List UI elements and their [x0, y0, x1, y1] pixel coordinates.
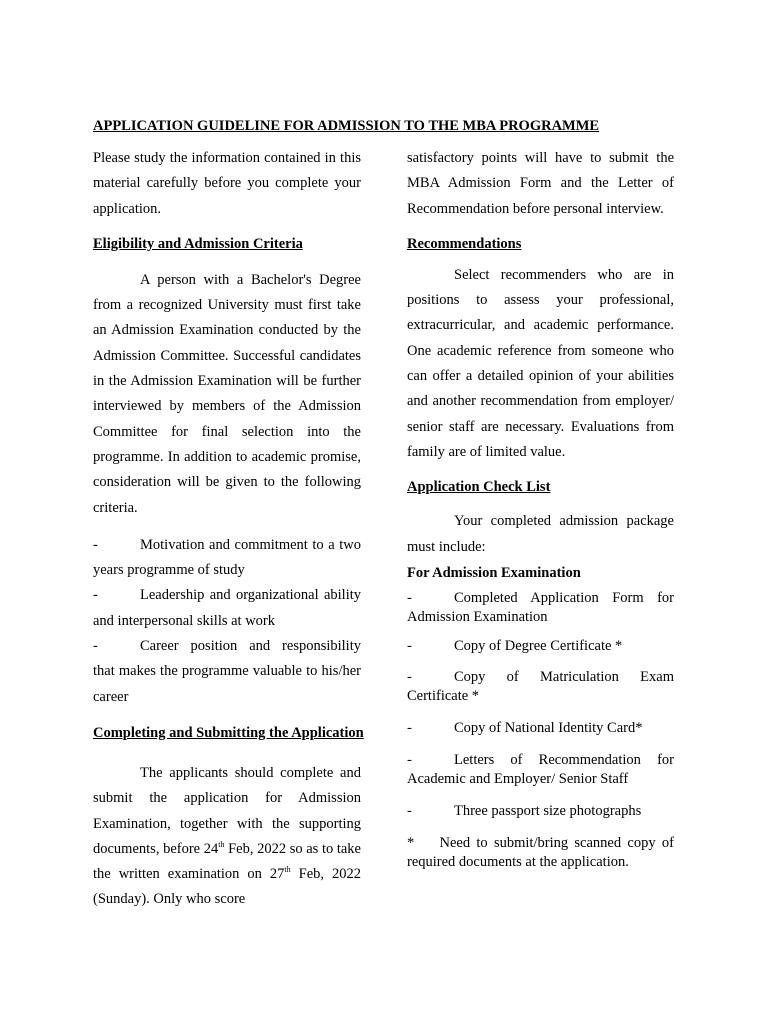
checklist-item: - Copy of Degree Certificate * [407, 637, 623, 654]
checklist-item: - Copy of Matriculation Exam Certificate * [407, 668, 674, 704]
checklist-heading: Application Check List [407, 479, 551, 496]
checklist-item: - Letters of Recommendation for Academic and Employer/ Senior Staff [407, 751, 674, 787]
criteria-item: - Leadership and organizational ability and interpersonal skills at work [93, 587, 361, 629]
intro-paragraph: Please study the information contained in this material carefully before you complete your application. [93, 150, 361, 217]
checklist-intro: Your completed admission package must include: [407, 513, 674, 555]
footnote: * Need to submit/bring scanned copy of required documents at the application. [407, 834, 678, 870]
submit-heading: Completing and Submitting the Application [93, 724, 364, 741]
criteria-list [93, 533, 361, 710]
recommendations-heading: Recommendations [407, 235, 522, 252]
eligibility-heading: Eligibility and Admission Criteria [93, 235, 303, 252]
continuation-paragraph: satisfactory points will have to submit the MBA Admission Form and the Letter of Recommendation before personal interview. [407, 150, 674, 217]
checklist-item: - Completed Application Form for Admission Examination [407, 589, 674, 625]
recommendations-paragraph: Select recommenders who are in positions to assess your professional, extracurricular, and academic performance. One academic reference from someone who can offer a detailed opinion of your abilities and another recommendation from employer/ senior staff are necessary. Evaluations from family are of limited value. [407, 266, 674, 460]
left-column [93, 146, 364, 913]
criteria-item: - Motivation and commitment to a two years programme of study [93, 536, 361, 579]
eligibility-paragraph: A person with a Bachelor's Degree from a recognized University must first take an Admission Examination conducted by the Admission Committee. Successful candidates in the Admission Examination will be further interviewed by members of the Admission Committee for final selection into the programme. In addition to academic promise, consideration will be given to the following criteria. [93, 271, 361, 516]
checklist-item: - Copy of National Identity Card* [407, 719, 643, 736]
right-column [407, 146, 678, 872]
submit-paragraph: The applicants should complete and submit the application for Admission Examination, together with the supporting documents, before 24th Feb, 2022 so as to take the written examination on 27th Feb, 2022 (Sunday). Only who score [93, 764, 361, 908]
checklist-item: - Three passport size photographs [407, 802, 642, 819]
exam-heading: For Admission Examination [407, 564, 581, 581]
page-title: APPLICATION GUIDELINE FOR ADMISSION TO THE MBA PROGRAMME [93, 118, 600, 134]
criteria-item: - Career position and responsibility that makes the programme valuable to his/her career [93, 638, 361, 705]
